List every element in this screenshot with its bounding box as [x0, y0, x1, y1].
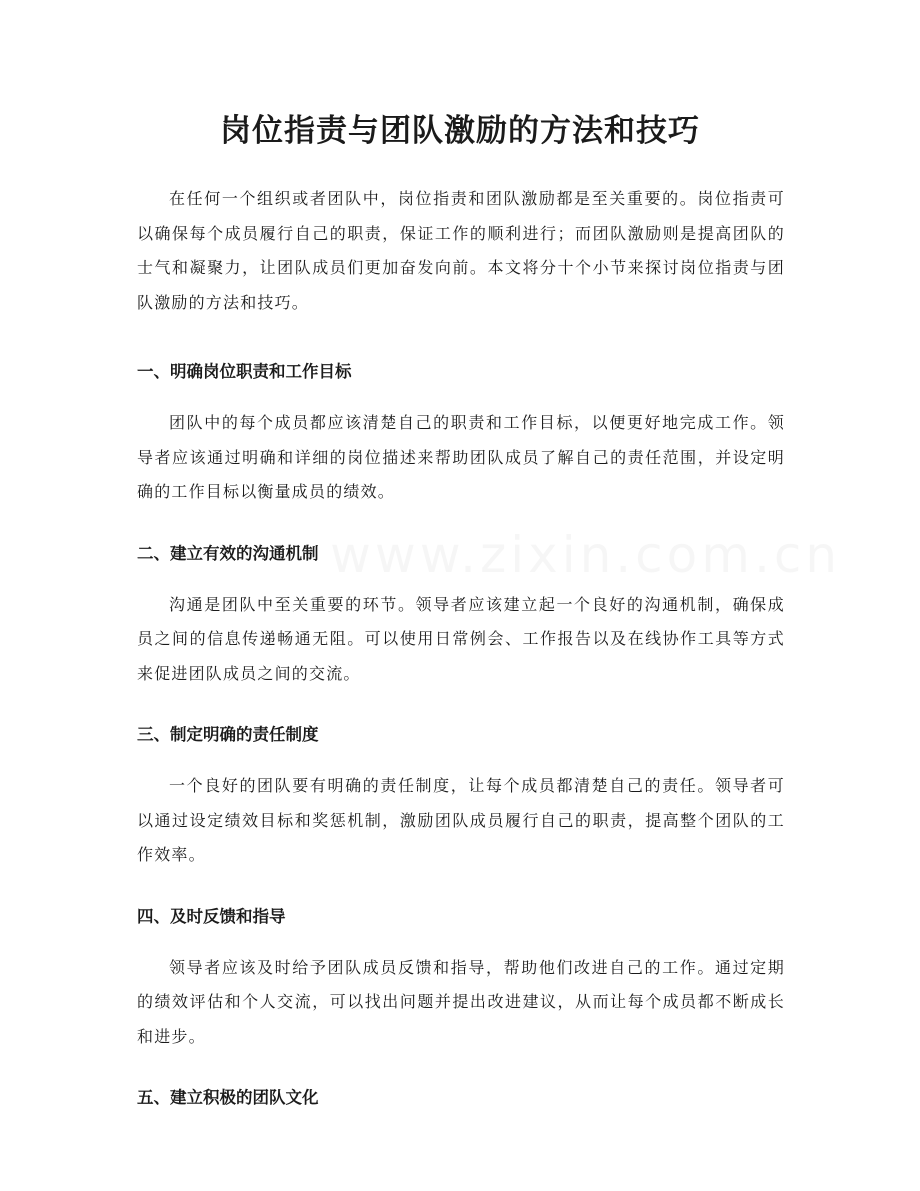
- document-body: [137, 182, 785, 1132]
- intro-paragraph: 在任何一个组织或者团队中，岗位指责和团队激励都是至关重要的。岗位指责可以确保每个成员履行自己的职责，保证工作的顺利进行；而团队激励则是提高团队的士气和凝聚力，让团队成员们更加奋发向前。本文将分十个小节来探讨岗位指责与团队激励的方法和技巧。: [137, 189, 785, 312]
- section-heading-1: 一、明确岗位职责和工作目标: [137, 362, 352, 381]
- section-heading-3: 三、制定明确的责任制度: [137, 725, 319, 744]
- section-heading-4: 四、及时反馈和指导: [137, 906, 286, 926]
- section-body-3: 一个良好的团队要有明确的责任制度，让每个成员都清楚自己的责任。领导者可以通过设定绩效目标和奖惩机制，激励团队成员履行自己的职责，提高整个团队的工作效率。: [137, 776, 785, 864]
- section-body-2: 沟通是团队中至关重要的环节。领导者应该建立起一个良好的沟通机制，确保成员之间的信息传递畅通无阻。可以使用日常例会、工作报告以及在线协作工具等方式来促进团队成员之间的交流。: [137, 594, 785, 683]
- section-heading-5: 五、建立积极的团队文化: [137, 1088, 319, 1107]
- section-body-1: 团队中的每个成员都应该清楚自己的职责和工作目标，以便更好地完成工作。领导者应该通过明确和详细的岗位描述来帮助团队成员了解自己的责任范围，并设定明确的工作目标以衡量成员的绩效。: [137, 413, 785, 501]
- page-title: 岗位指责与团队激励的方法和技巧: [220, 113, 700, 149]
- section-body-4: 领导者应该及时给予团队成员反馈和指导，帮助他们改进自己的工作。通过定期的绩效评估和个人交流，可以找出问题并提出改进建议，从而让每个成员都不断成长和进步。: [137, 957, 785, 1046]
- section-heading-2: 二、建立有效的沟通机制: [137, 543, 319, 563]
